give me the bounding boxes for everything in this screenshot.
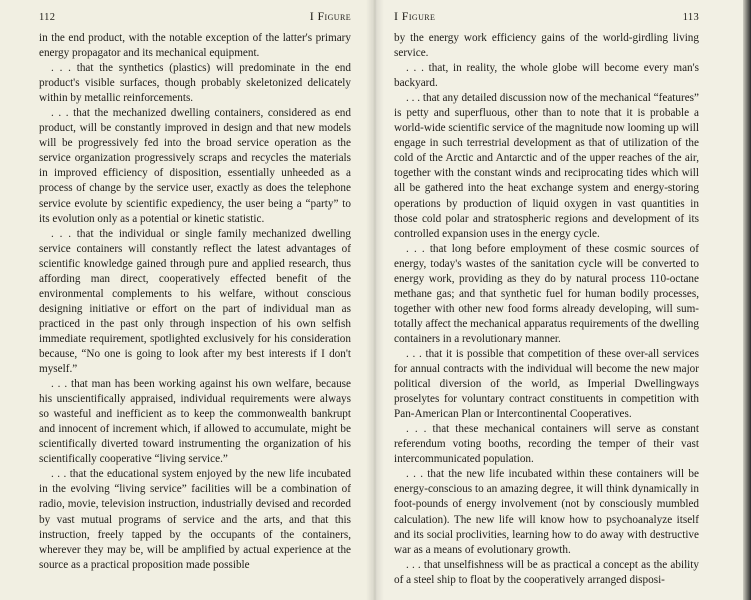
paragraph: . . . that the individual or single family mechanized dwelling service containers will constantly reflect the latest advantages of scientific knowledge gained through pure and applied research, thus affording man direct, cooperatively effected benefit of the environmental complements to his welfare, without conscious designing initiative or effort on the part of individual man as practiced in the past only through inspection of his own selfish immediate requirement, spotlighted exclusively for his consideration because, “No one is going to look after my best interests if I don't myself.” <box>39 227 351 376</box>
left-page-header <box>39 9 351 23</box>
paragraph: . . . that man has been working against his own welfare, because his unscientifically appraised, individual requirements were always so wasteful and inefficient as to keep the commonwealth bankrupt and innocent of increment which, if allowed to accumulate, might be scientifically diverted toward instrumenting the organization of his scientifically cooperative “living service.” <box>39 378 351 466</box>
right-page <box>375 0 743 600</box>
paragraph: in the end product, with the notable exception of the latter's primary energy propagator and its mechanical equipment. <box>39 32 351 60</box>
right-page-number: 113 <box>682 12 699 23</box>
right-running-head: I Figure <box>394 9 436 23</box>
paragraph: . . . that long before employment of these cosmic sources of energy, today's wastes of the sanitation cycle will be converted to energy work, providing as they do by natural process 110-octane methane gas; and that synthetic fuel for human bodily processes, together with other new food forms already developing, will sum-totally affect the mechanical apparatus requirements of the dwelling containers in a revolutionary manner. <box>394 242 699 345</box>
paragraph: . . . that it is possible that competition of these over-all services for annual contracts with the individual will become the new major political diversion of the world, as Imperial Dwellingways proselytes for voluntary contract constituents in competition with Pan-American Plan or Intercontinental Cooperatives. <box>394 347 699 421</box>
paragraph: . . . that the educational system enjoyed by the new life incubated in the evolving “living service” facilities will be a combination of radio, movie, television instruction, industrially devised and recorded by vast mutual programs of service and the arts, and that this instruction, freely tapped by the occupants of the containers, wherever they may be, will be amplified by actual experience at the source as a practical proposition made possible <box>39 468 351 571</box>
paragraph: . . . that the synthetics (plastics) will predominate in the end product's visible surfaces, though probably skeletonized delicately within by metallic reinforcements. <box>39 62 351 105</box>
left-page <box>0 0 373 600</box>
page-edge <box>743 0 751 600</box>
paragraph: . . . that any detailed discussion now of the mechanical “features” is petty and superfluous, other than to note that it is probable a world-wide scientific service of the magnitude now looming up will engage in such terrestrial development as that of utilization of the cold of the Arctic and Antarctic and of the upper reaches of the air, together with the constant winds and reciprocating tides which will all be gathered into the heat exchange system and energy-storing operations by production of liquid oxygen in vast quantities in those cold polar and stratospheric regions and development of its controlled expansion uses in the energy cycle. <box>394 92 699 240</box>
paragraph: . . . that, in reality, the whole globe will become every man's backyard. <box>394 62 699 90</box>
left-running-head: I Figure <box>309 9 351 23</box>
paragraph: . . . that the mechanized dwelling containers, considered as end product, will be constantly improved in design and that new models will be progressively fed into the broad service operation as the service organization progressively scraps and recycles the materials in improved efficiency of disposition, essentially unheeded as a process of change by the service user, exactly as does the telephone service evolute by scientific expediency, the user being a “party” to its evolution only as a potential or kinetic statistic. <box>39 107 351 225</box>
paragraph: . . . that unselfishness will be as practical a concept as the ability of a steel ship to float by the cooperatively arranged disposi- <box>394 558 699 586</box>
paragraph: . . . that these mechanical containers will serve as constant referendum voting booths, recording the temper of their vast intercommunicated population. <box>394 423 699 466</box>
left-page-text <box>39 31 351 573</box>
paragraph: . . . that the new life incubated within these containers will be energy-conscious to an amazing degree, it will think dynamically in foot-pounds of energy involvement (not by consciously mumbled calculation). The new life will know how to psychoanalyze itself and its social proclivities, learning how to do away with destructive war as a means of evolutionary growth. <box>394 468 699 556</box>
paragraph: by the energy work efficiency gains of the world-girdling living service. <box>394 32 699 60</box>
book-gutter <box>366 0 384 600</box>
right-page-text <box>394 31 699 588</box>
right-page-header <box>394 9 699 23</box>
left-page-number: 112 <box>39 12 56 23</box>
